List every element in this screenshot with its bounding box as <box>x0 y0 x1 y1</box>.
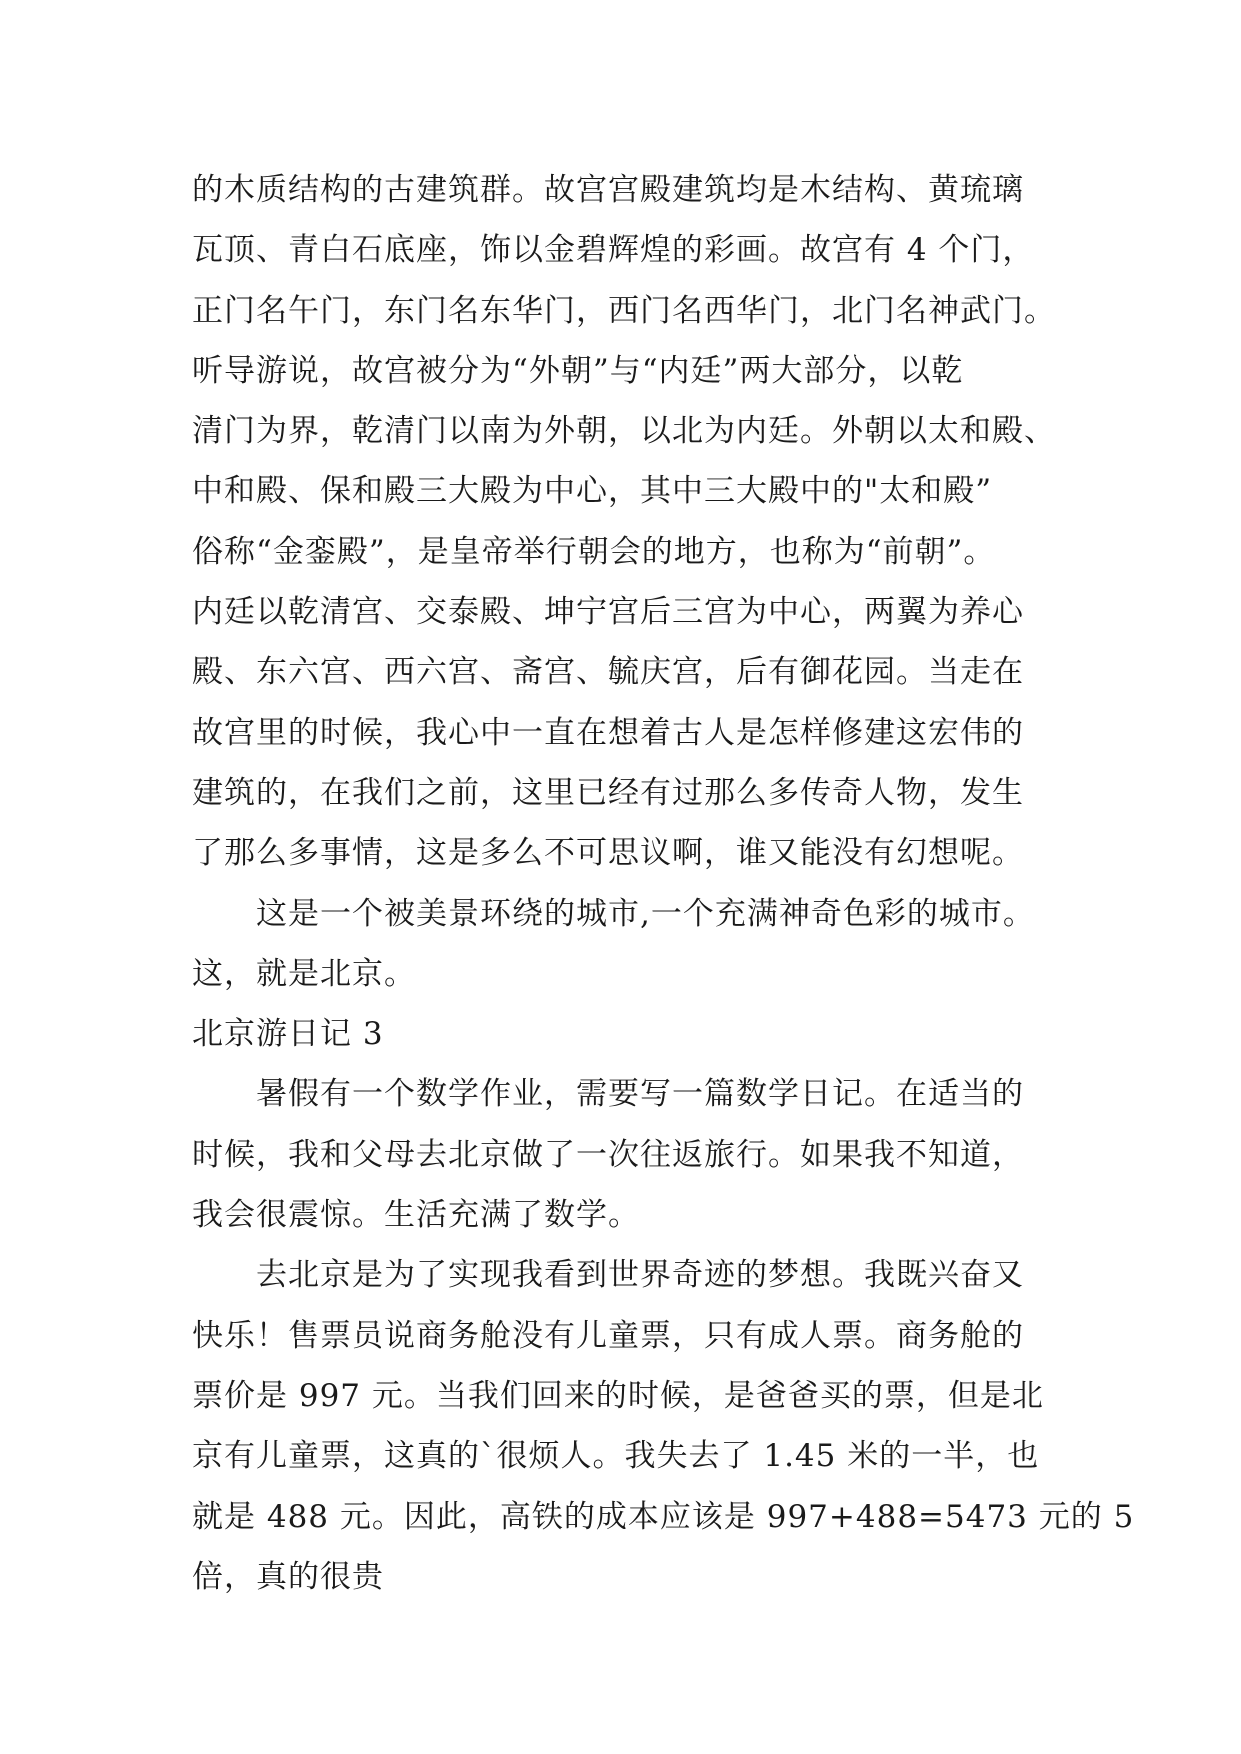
text-line: 京有儿童票，这真的`很烦人。我失去了 1.45 米的一半，也 <box>192 1438 1040 1475</box>
document-page <box>192 160 1135 1607</box>
text-line: 这，就是北京。 <box>192 955 416 992</box>
text-line: 殿、东六宫、西六宫、斋宫、毓庆宫，后有御花园。当走在 <box>192 654 1024 691</box>
text-line: 的木质结构的古建筑群。故宫宫殿建筑均是木结构、黄琉璃 <box>192 172 1024 208</box>
text-line: 正门名午门，东门名东华门，西门名西华门，北门名神武门。 <box>192 292 1056 329</box>
text-line: 票价是 997 元。当我们回来的时候，是爸爸买的票，但是北 <box>192 1377 1044 1414</box>
text-line: 瓦顶、青白石底座，饰以金碧辉煌的彩画。故宫有 4 个门， <box>192 232 1035 269</box>
text-line: 快乐！售票员说商务舱没有儿童票，只有成人票。商务舱的 <box>192 1317 1024 1354</box>
text-line: 故宫里的时候，我心中一直在想着古人是怎样修建这宏伟的 <box>192 714 1024 751</box>
paragraph-start-line: 暑假有一个数学作业，需要写一篇数学日记。在适当的 <box>256 1076 1024 1113</box>
text-line: 中和殿、保和殿三大殿为中心，其中三大殿中的"太和殿” <box>192 473 993 510</box>
text-line: 建筑的，在我们之前，这里已经有过那么多传奇人物，发生 <box>192 774 1024 811</box>
paragraph-start-line: 这是一个被美景环绕的城市,一个充满神奇色彩的城市。 <box>256 895 1035 932</box>
text-line: 倍，真的很贵 <box>192 1558 384 1595</box>
text-line: 清门为界，乾清门以南为外朝，以北为内廷。外朝以太和殿、 <box>192 413 1056 450</box>
section-heading: 北京游日记 3 <box>192 1016 384 1053</box>
paragraph-start-line: 去北京是为了实现我看到世界奇迹的梦想。我既兴奋又 <box>256 1257 1024 1294</box>
text-line: 俗称“金銮殿”，是皇帝举行朝会的地方，也称为“前朝”。 <box>192 533 996 570</box>
text-line: 就是 488 元。因此，高铁的成本应该是 997+488=5473 元的 5 <box>192 1498 1135 1535</box>
text-line: 内廷以乾清宫、交泰殿、坤宁宫后三宫为中心，两翼为养心 <box>192 594 1024 631</box>
text-line: 我会很震惊。生活充满了数学。 <box>192 1197 640 1234</box>
text-line: 听导游说，故宫被分为“外朝”与“内廷”两大部分，以乾 <box>192 352 964 389</box>
text-line: 时候，我和父母去北京做了一次往返旅行。如果我不知道， <box>192 1136 1024 1173</box>
text-line: 了那么多事情，这是多么不可思议啊，谁又能没有幻想呢。 <box>192 835 1024 872</box>
